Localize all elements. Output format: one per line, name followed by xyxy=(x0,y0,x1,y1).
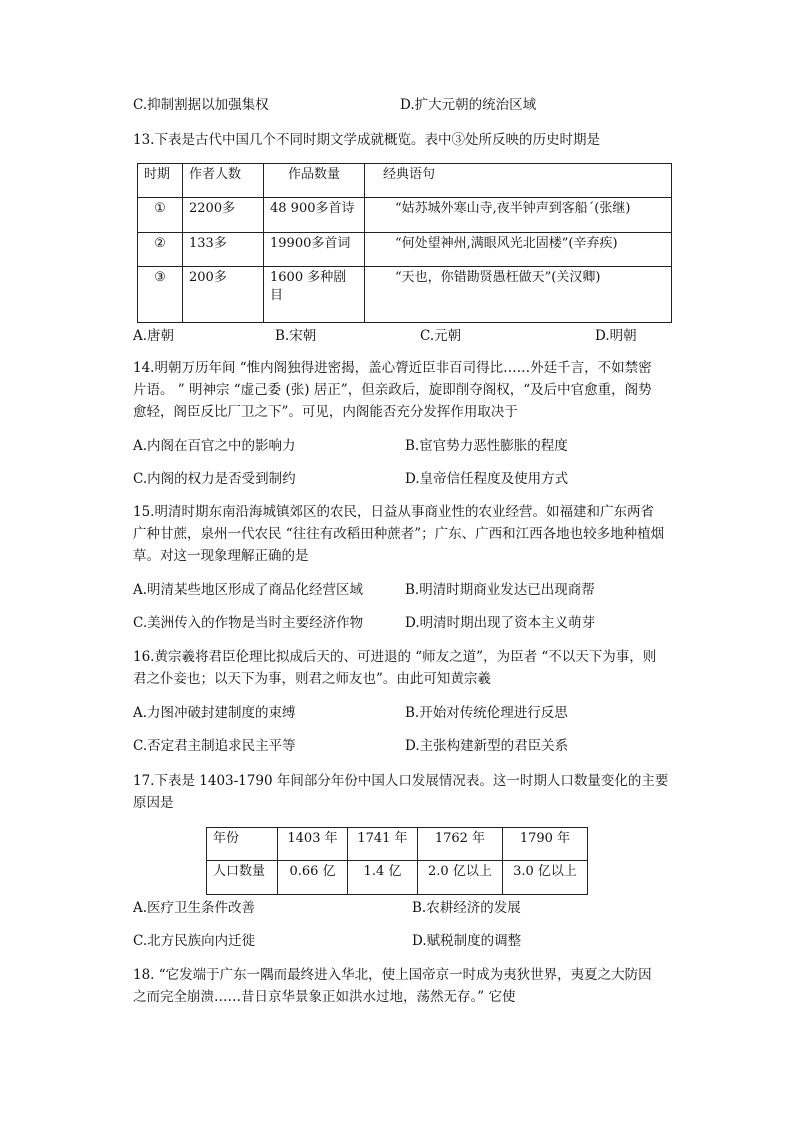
q13-cell: “何处望神州,满眼风光北固楼”(辛弃疾) xyxy=(365,233,672,267)
q14-stem-line: 片语。 ” 明神宗 “虚己委 (张) 居正”，但亲政后，旋即削夺阁权，“及后中官愈重，阁势 xyxy=(133,382,652,398)
q13-stem: 13.下表是古代中国几个不同时期文学成就概览。表中③处所反映的历史时期是 xyxy=(133,132,600,148)
q17-cell: 3.0 亿以上 xyxy=(502,861,587,895)
q15-option-b: B.明清时期商业发达已出现商帮 xyxy=(405,582,595,598)
q17-cell: 年份 xyxy=(207,828,278,861)
q17-option-c: C.北方民族向内迁徙 xyxy=(133,933,256,949)
q16-stem-line: 16.黄宗羲将君臣伦理比拟成后天的、可进退的 “师友之道”，为臣者 “不以天下为事，则 xyxy=(133,649,657,665)
q12-option-d: D.扩大元朝的统治区域 xyxy=(400,97,537,113)
q17-cell: 1762 年 xyxy=(417,828,502,861)
q13-cell: “天也，你错勘贤愚枉做天”(关汉卿) xyxy=(365,267,672,323)
q13-header-works: 作品数量 xyxy=(264,164,365,198)
q13-option-b: B.宋朝 xyxy=(275,328,317,344)
q13-cell: ② xyxy=(138,233,183,267)
q16-option-d: D.主张构建新型的君臣关系 xyxy=(405,738,569,754)
q13-option-c: C.元朝 xyxy=(420,328,462,344)
q15-option-c: C.美洲传入的作物是当时主要经济作物 xyxy=(133,615,364,631)
q14-stem-line: 愈轻，阁臣反比厂卫之下”。可见，内阁能否充分发挥作用取决于 xyxy=(133,404,518,420)
q16-option-a: A.力图冲破封建制度的束缚 xyxy=(133,705,296,721)
q17-stem-line: 原因是 xyxy=(133,795,174,811)
q13-cell: 1600 多种剧目 xyxy=(264,267,365,323)
q14-stem-line: 14.明朝万历年间 “惟内阁独得进密揭，盖心膂近臣非百司得比……外廷千言，不如禁密 xyxy=(133,360,652,376)
q13-header-quote: 经典语句 xyxy=(365,164,672,198)
q17-stem-line: 17.下表是 1403-1790 年间部分年份中国人口发展情况表。这一时期人口数量变化的主要 xyxy=(133,773,669,789)
q13-cell: ③ xyxy=(138,267,183,323)
q15-stem-line: 广种甘蔗，泉州一代农民 “往往有改稻田种蔗者”；广东、广西和江西各地也较多地种植烟 xyxy=(133,526,665,542)
q16-option-c: C.否定君主制追求民主平等 xyxy=(133,738,296,754)
q17-option-b: B.农耕经济的发展 xyxy=(412,900,521,916)
q17-cell: 1.4 亿 xyxy=(347,861,417,895)
q17-cell: 0.66 亿 xyxy=(278,861,348,895)
q13-cell: “姑苏城外寒山寺,夜半钟声到客船ˊ(张继) xyxy=(365,198,672,233)
q16-stem-line: 君之仆妾也；以天下为事，则君之师友也”。由此可知黄宗羲 xyxy=(133,671,491,687)
q18-stem-line: 之而完全崩溃……昔日京华景象正如洪水过地，荡然无存。” 它使 xyxy=(133,989,516,1005)
q17-cell: 1403 年 xyxy=(278,828,348,861)
q17-cell: 1741 年 xyxy=(347,828,417,861)
q13-cell: 19900多首词 xyxy=(264,233,365,267)
q18-stem-line: 18. “它发端于广东一隅而最终进入华北，使上国帝京一时成为夷狄世界，夷夏之大防因 xyxy=(133,967,652,983)
q17-option-a: A.医疗卫生条件改善 xyxy=(133,900,256,916)
q15-stem-line: 15.明清时期东南沿海城镇郊区的农民，日益从事商业性的农业经营。如福建和广东两省 xyxy=(133,504,654,520)
q17-cell: 1790 年 xyxy=(502,828,587,861)
q13-table xyxy=(137,163,672,323)
q16-option-b: B.开始对传统伦理进行反思 xyxy=(405,705,568,721)
q17-table xyxy=(206,827,588,895)
q15-option-d: D.明清时期出现了资本主义萌芽 xyxy=(405,615,596,631)
q17-cell: 人口数量 xyxy=(207,861,278,895)
q12-option-c: C.抑制割据以加强集权 xyxy=(133,97,269,113)
q14-option-c: C.内阁的权力是否受到制约 xyxy=(133,471,296,487)
q13-cell: ① xyxy=(138,198,183,233)
q13-cell: 2200多 xyxy=(183,198,264,233)
q17-cell: 2.0 亿以上 xyxy=(417,861,502,895)
q14-option-b: B.宦官势力恶性膨胀的程度 xyxy=(405,438,568,454)
q14-option-a: A.内阁在百官之中的影响力 xyxy=(133,438,296,454)
q13-header-authors: 作者人数 xyxy=(183,164,264,198)
q13-option-a: A.唐朝 xyxy=(133,328,175,344)
q13-option-d: D.明朝 xyxy=(595,328,637,344)
q15-stem-line: 草。对这一现象理解正确的是 xyxy=(133,548,309,564)
q14-option-d: D.皇帝信任程度及使用方式 xyxy=(405,471,569,487)
q13-header-period: 时期 xyxy=(138,164,183,198)
q13-cell: 200多 xyxy=(183,267,264,323)
q13-cell: 48 900多首诗 xyxy=(264,198,365,233)
q17-option-d: D.赋税制度的调整 xyxy=(412,933,522,949)
q13-cell: 133多 xyxy=(183,233,264,267)
q15-option-a: A.明清某些地区形成了商品化经营区域 xyxy=(133,582,364,598)
